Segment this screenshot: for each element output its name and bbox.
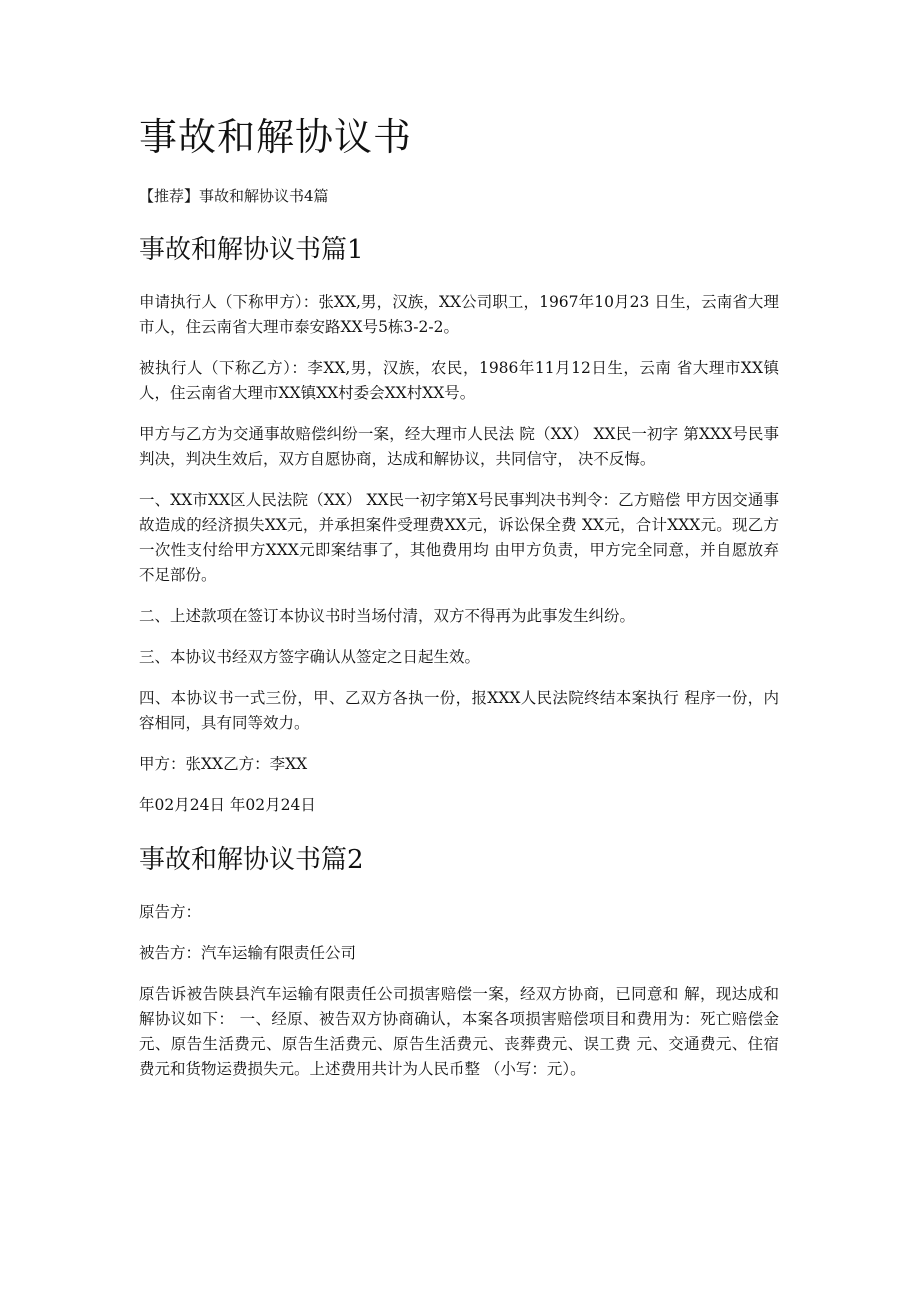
section-2-paragraph: 被告方：汽车运输有限责任公司 — [139, 944, 357, 962]
section-1-heading: 事故和解协议书篇1 — [139, 235, 364, 265]
section-2-heading: 事故和解协议书篇2 — [139, 845, 364, 875]
section-1-dates: 年02月24日 年02月24日 — [139, 796, 316, 814]
section-1-paragraph: 四、本协议书一式三份，甲、乙双方各执一份，报XXX人民法院终结本案执行 程序一份，内容相同，具有同等效力。 — [139, 689, 779, 732]
document-body — [139, 112, 779, 1098]
section-1-paragraph: 二、上述款项在签订本协议书时当场付清，双方不得再为此事发生纠纷。 — [139, 607, 636, 625]
section-1-signatures: 甲方：张XX乙方：李XX — [139, 755, 308, 773]
section-2-paragraph: 原告诉被告陕县汽车运输有限责任公司损害赔偿一案，经双方协商，已同意和 解，现达成和解协议如下： 一、经原、被告双方协商确认，本案各项损害赔偿项目和费用为：死亡赔偿金 元、原告生活费元、原告生活费元、原告生活费元、丧葬费元、误工费 元、交通费元、住宿费元和货物运费损失元。上述费用共计为人民币整 （小写：元）。 — [139, 985, 779, 1078]
section-1-paragraph: 申请执行人（下称甲方）：张XX,男，汉族，XX公司职工，1967年10月23 日生，云南省大理市人，住云南省大理市泰安路XX号5栋3-2-2。 — [139, 293, 779, 336]
section-1-paragraph: 一、XX市XX区人民法院（XX） XX民一初字第X号民事判决书判令：乙方赔偿 甲方因交通事故造成的经济损失XX元，并承担案件受理费XX元，诉讼保全费 XX元，合计XXX元。现乙方一次性支付给甲方XXX元即案结事了，其他费用均 由甲方负责，甲方完全同意，并自愿放弃不足部份。 — [139, 491, 779, 584]
section-1-paragraph: 三、本协议书经双方签字确认从签定之日起生效。 — [139, 648, 481, 666]
section-1-paragraph: 甲方与乙方为交通事故赔偿纠纷一案，经大理市人民法 院（XX） XX民一初字 第XXX号民事判决，判决生效后，双方自愿协商，达成和解协议，共同信守， 决不反悔。 — [139, 425, 779, 468]
section-1-paragraph: 被执行人（下称乙方）：李XX,男，汉族，农民，1986年11月12日生，云南 省大理市XX镇人，住云南省大理市XX镇XX村委会XX村XX号。 — [139, 359, 779, 402]
document-subtitle: 【推荐】事故和解协议书4篇 — [139, 187, 329, 205]
document-title: 事故和解协议书 — [139, 115, 413, 159]
section-2-paragraph: 原告方： — [139, 903, 202, 921]
